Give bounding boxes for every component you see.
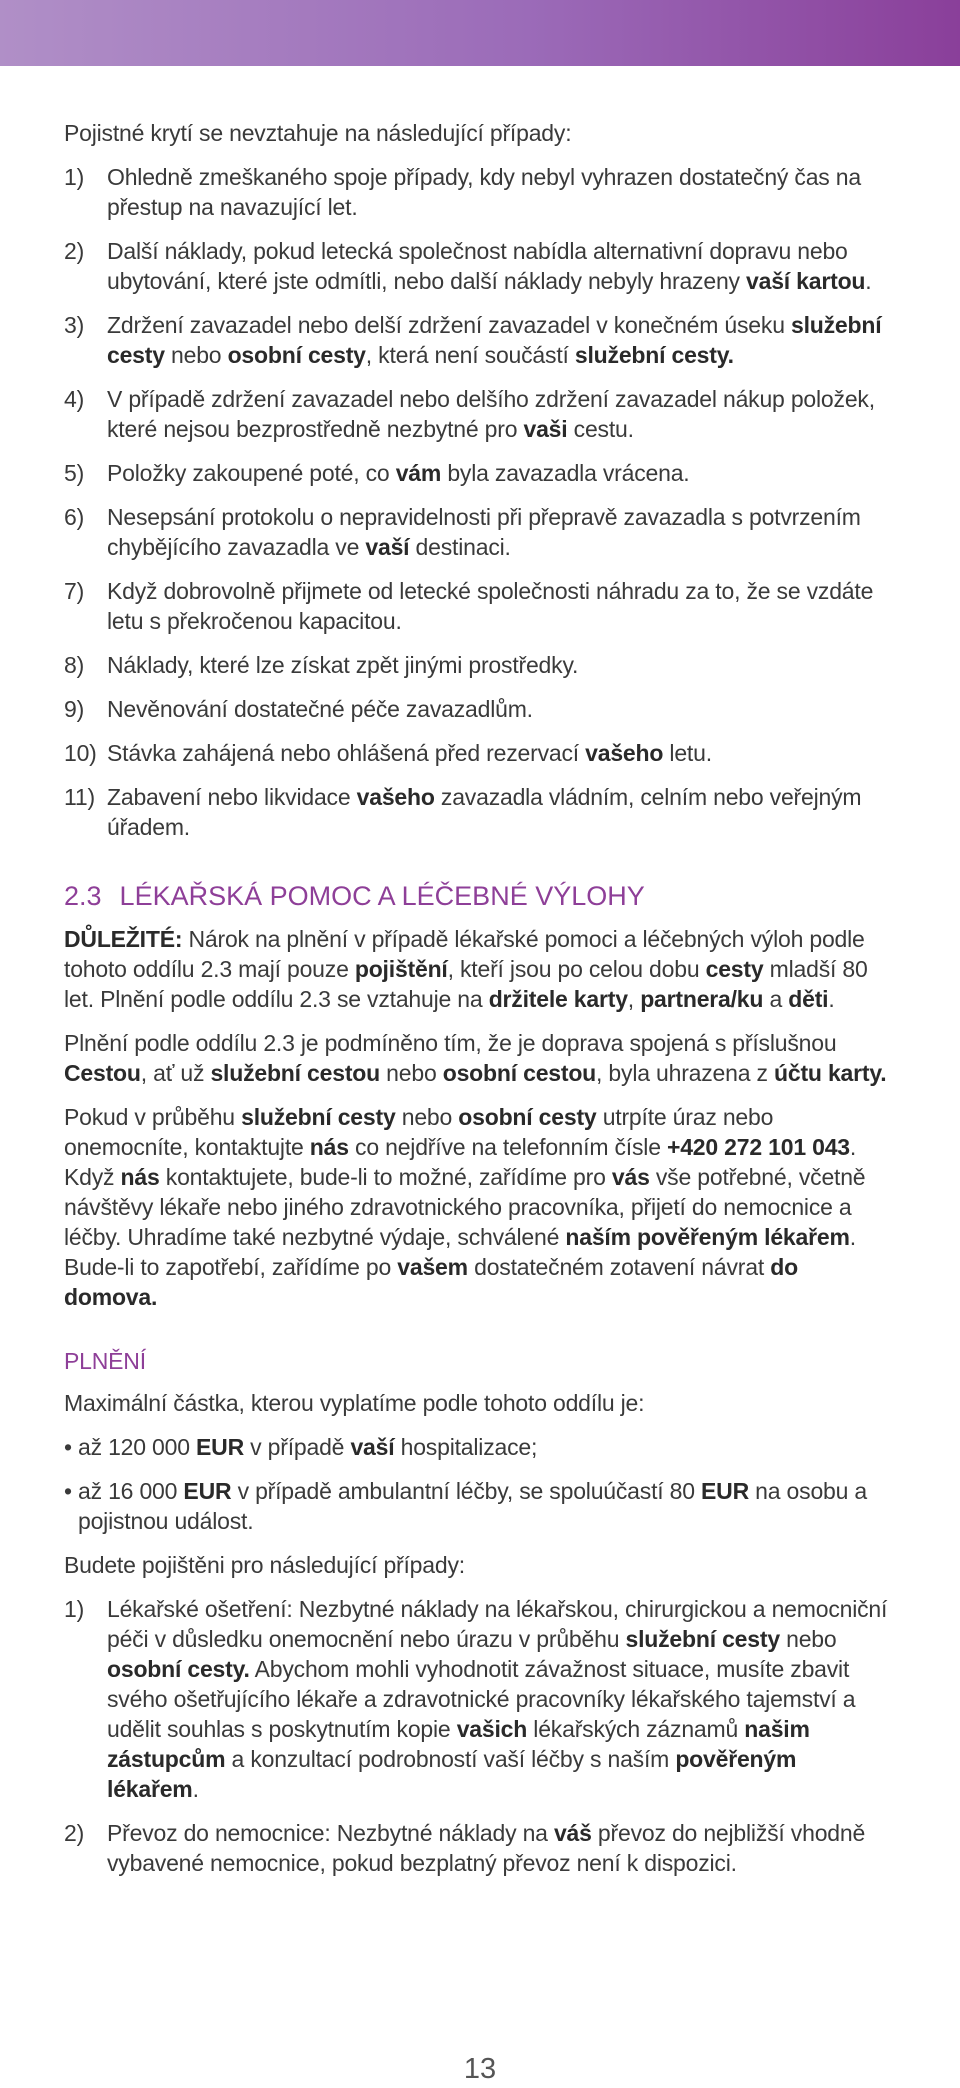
bold-term: vašich: [456, 1716, 528, 1742]
text-run: Ohledně zmeškaného spoje případy, kdy nebyl vyhrazen dostatečný čas na přestup na navazující let.: [107, 164, 861, 220]
bold-term: naším pověřeným lékařem: [565, 1224, 850, 1250]
list-text: [107, 162, 894, 222]
bold-term: DŮLEŽITÉ:: [64, 926, 183, 952]
bold-term: EUR: [183, 1478, 232, 1504]
text-run: Plnění podle oddílu 2.3 je podmíněno tím, že je doprava spojená s příslušnou: [64, 1030, 837, 1056]
text-run: destinaci.: [409, 534, 511, 560]
body-paragraph: [64, 1028, 894, 1088]
text-run: Lékařské ošetření: Nezbytné náklady na lékařskou, chirurgickou a nemocniční péči v důsledku onemocnění nebo úrazu v průběhu: [107, 1596, 888, 1652]
max-amount-intro: Maximální částka, kterou vyplatíme podle tohoto oddílu je:: [64, 1390, 645, 1416]
text-run: Nárok na plnění v případě lékařské pomoci a léčebných výloh podle tohoto oddílu 2.3 mají pouze: [64, 926, 865, 982]
bold-term: cesty: [705, 956, 764, 982]
text-run: , byla uhrazena z: [596, 1060, 774, 1086]
body-paragraph: [64, 1102, 894, 1312]
bold-term: +420 272 101 043: [666, 1134, 850, 1160]
case-item: [64, 1594, 894, 1804]
bold-term: vašem: [397, 1254, 468, 1280]
bold-term: váš: [553, 1820, 592, 1846]
bold-term: osobní cesty: [458, 1104, 597, 1130]
list-text: [107, 502, 894, 562]
text-run: na osobu a pojistnou událost.: [78, 1478, 867, 1534]
header-gradient-bar: [0, 0, 960, 66]
cases-list: [64, 1594, 894, 1878]
text-run: cestu.: [567, 416, 634, 442]
text-run: co nejdříve na telefonním čísle: [348, 1134, 667, 1160]
text-run: nebo: [164, 342, 228, 368]
section-title: LÉKAŘSKÁ POMOC A LÉČEBNÉ VÝLOHY: [119, 881, 645, 911]
exclusion-item: [64, 458, 894, 488]
exclusion-item: [64, 738, 894, 768]
page-content: [64, 118, 894, 1892]
text-run: až 120 000: [78, 1434, 197, 1460]
text-run: .: [192, 1776, 199, 1802]
bold-term: osobní cestou: [442, 1060, 597, 1086]
list-number: 2): [64, 238, 85, 264]
text-run: . Když: [64, 1134, 857, 1190]
bold-term: osobní cesty: [227, 342, 366, 368]
exclusion-item: [64, 502, 894, 562]
list-number: 10): [64, 740, 97, 766]
list-number: 6): [64, 504, 85, 530]
list-text: [107, 236, 894, 296]
bold-term: EUR: [196, 1434, 244, 1460]
text-run: letu.: [663, 740, 712, 766]
bold-term: služební cesty.: [574, 342, 734, 368]
text-run: Nesepsání protokolu o nepravidelnosti při přepravě zavazadla s potvrzením chybějícího zavazadla ve: [107, 504, 861, 560]
exclusions-list: [64, 162, 894, 842]
text-run: až 16 000: [78, 1478, 184, 1504]
bold-term: EUR: [701, 1478, 749, 1504]
text-run: Zdržení zavazadel nebo delší zdržení zavazadel v konečném úseku: [107, 312, 791, 338]
text-run: . Bude-li to zapotřebí, zařídíme po: [64, 1224, 856, 1280]
bold-term: služební cesty: [241, 1104, 396, 1130]
bold-term: do domova.: [64, 1254, 798, 1310]
list-text: [107, 650, 894, 680]
text-run: mladší 80 let. Plnění podle oddílu 2.3 se vztahuje na: [64, 956, 868, 1012]
bullet-item: [64, 1432, 894, 1462]
list-text: [107, 310, 894, 370]
bold-term: držitele karty: [488, 986, 628, 1012]
bold-term: služební cesty: [107, 312, 882, 368]
list-number: 9): [64, 696, 85, 722]
text-run: Zabavení nebo likvidace: [107, 784, 357, 810]
text-run: byla zavazadla vrácena.: [441, 460, 690, 486]
list-number: 11): [64, 784, 95, 810]
text-run: ,: [627, 986, 641, 1012]
text-run: hospitalizace;: [394, 1434, 538, 1460]
text-run: převoz do nejbližší vhodně vybavené nemocnice, pokud bezplatný převoz není k dispozici.: [107, 1820, 866, 1876]
bold-term: služební cesty: [625, 1626, 780, 1652]
text-run: v případě ambulantní léčby, se spoluúčastí 80: [231, 1478, 702, 1504]
text-run: Pokud v průběhu: [64, 1104, 242, 1130]
bullet-icon: •: [64, 1478, 72, 1504]
bullet-icon: •: [64, 1434, 72, 1460]
bullet-text: [78, 1476, 894, 1536]
bold-term: našim zástupcům: [107, 1716, 810, 1772]
list-text: [107, 384, 894, 444]
text-run: Abychom mohli vyhodnotit závažnost situace, musíte zbavit svého ošetřujícího lékaře a zdravotnické pracovníky lékařského tajemství a udělit souhlas s poskytnutím kopie: [107, 1656, 856, 1742]
exclusion-item: [64, 162, 894, 222]
list-text: [107, 738, 894, 768]
list-text: [107, 458, 894, 488]
bold-term: Cestou: [64, 1060, 141, 1086]
text-run: , která není součástí: [365, 342, 575, 368]
bold-term: služební cestou: [210, 1060, 380, 1086]
bold-term: nás: [309, 1134, 349, 1160]
text-run: Položky zakoupené poté, co: [107, 460, 396, 486]
bold-term: partnera/ku: [640, 986, 764, 1012]
bold-term: vaší: [365, 534, 410, 560]
text-run: Převoz do nemocnice: Nezbytné náklady na: [107, 1820, 554, 1846]
text-run: nebo: [779, 1626, 837, 1652]
body-paragraph: [64, 924, 894, 1014]
bold-term: vašeho: [356, 784, 435, 810]
section-heading: [64, 878, 894, 914]
list-number: 4): [64, 386, 85, 412]
cases-intro: Budete pojištěni pro následující případy:: [64, 1552, 465, 1578]
text-run: Náklady, které lze získat zpět jinými prostředky.: [107, 652, 579, 678]
exclusion-item: [64, 694, 894, 724]
list-text: [107, 1594, 894, 1804]
benefit-bullets: [64, 1432, 894, 1536]
text-run: Další náklady, pokud letecká společnost nabídla alternativní dopravu nebo ubytování, které jste odmítli, nebo další náklady nebyly hrazeny: [107, 238, 848, 294]
exclusion-item: [64, 310, 894, 370]
text-run: a konzultací podrobností vaší léčby s naším: [225, 1746, 676, 1772]
bullet-text: [78, 1432, 894, 1462]
bold-term: vašeho: [585, 740, 664, 766]
exclusion-item: [64, 782, 894, 842]
text-run: v případě: [243, 1434, 351, 1460]
bold-term: vám: [395, 460, 442, 486]
case-item: [64, 1818, 894, 1878]
benefit-subheading: PLNĚNÍ: [64, 1348, 146, 1374]
text-run: , kteří jsou po celou dobu: [447, 956, 706, 982]
text-run: utrpíte úraz nebo onemocníte, kontaktujte: [64, 1104, 774, 1160]
list-number: 2): [64, 1820, 85, 1846]
bold-term: nás: [120, 1164, 160, 1190]
text-run: , ať už: [140, 1060, 211, 1086]
text-run: Když dobrovolně přijmete od letecké společnosti náhradu za to, že se vzdáte letu s překročenou kapacitou.: [107, 578, 874, 634]
text-run: .: [865, 268, 872, 294]
list-text: [107, 782, 894, 842]
exclusion-item: [64, 236, 894, 296]
exclusions-intro: Pojistné krytí se nevztahuje na následující případy:: [64, 120, 572, 146]
bold-term: vás: [611, 1164, 650, 1190]
text-run: lékařských záznamů: [527, 1716, 745, 1742]
bold-term: účtu karty.: [774, 1060, 887, 1086]
section-paragraphs: [64, 924, 894, 1312]
section-number: 2.3: [64, 881, 102, 911]
text-run: Stávka zahájená nebo ohlášená před rezervací: [107, 740, 586, 766]
text-run: dostatečném zotavení návrat: [467, 1254, 771, 1280]
page-number: 13: [463, 2053, 497, 2085]
text-run: kontaktujete, bude-li to možné, zařídíme pro: [159, 1164, 612, 1190]
text-run: a: [763, 986, 789, 1012]
bold-term: osobní cesty.: [107, 1656, 250, 1682]
list-number: 8): [64, 652, 85, 678]
bullet-item: [64, 1476, 894, 1536]
list-text: [107, 694, 894, 724]
exclusion-item: [64, 576, 894, 636]
bold-term: vaši: [523, 416, 568, 442]
text-run: .: [828, 986, 835, 1012]
list-number: 1): [64, 1596, 85, 1622]
list-text: [107, 576, 894, 636]
list-number: 1): [64, 164, 85, 190]
text-run: nebo: [379, 1060, 443, 1086]
list-number: 7): [64, 578, 85, 604]
bold-term: pověřeným lékařem: [107, 1746, 797, 1802]
exclusion-item: [64, 384, 894, 444]
list-text: [107, 1818, 894, 1878]
text-run: nebo: [395, 1104, 459, 1130]
bold-term: děti: [788, 986, 829, 1012]
bold-term: pojištění: [354, 956, 448, 982]
list-number: 3): [64, 312, 85, 338]
text-run: V případě zdržení zavazadel nebo delšího zdržení zavazadel nákup položek, které nejsou bezprostředně nezbytné pro: [107, 386, 875, 442]
text-run: Nevěnování dostatečné péče zavazadlům.: [107, 696, 533, 722]
bold-term: vaší: [350, 1434, 395, 1460]
text-run: vše potřebné, včetně návštěvy lékaře nebo jiného zdravotnického pracovníka, přijetí do nemocnice a léčby. Uhradíme také nezbytné výdaje, schválené: [64, 1164, 866, 1250]
exclusion-item: [64, 650, 894, 680]
bold-term: vaší kartou: [746, 268, 866, 294]
text-run: zavazadla vládním, celním nebo veřejným úřadem.: [107, 784, 862, 840]
list-number: 5): [64, 460, 85, 486]
